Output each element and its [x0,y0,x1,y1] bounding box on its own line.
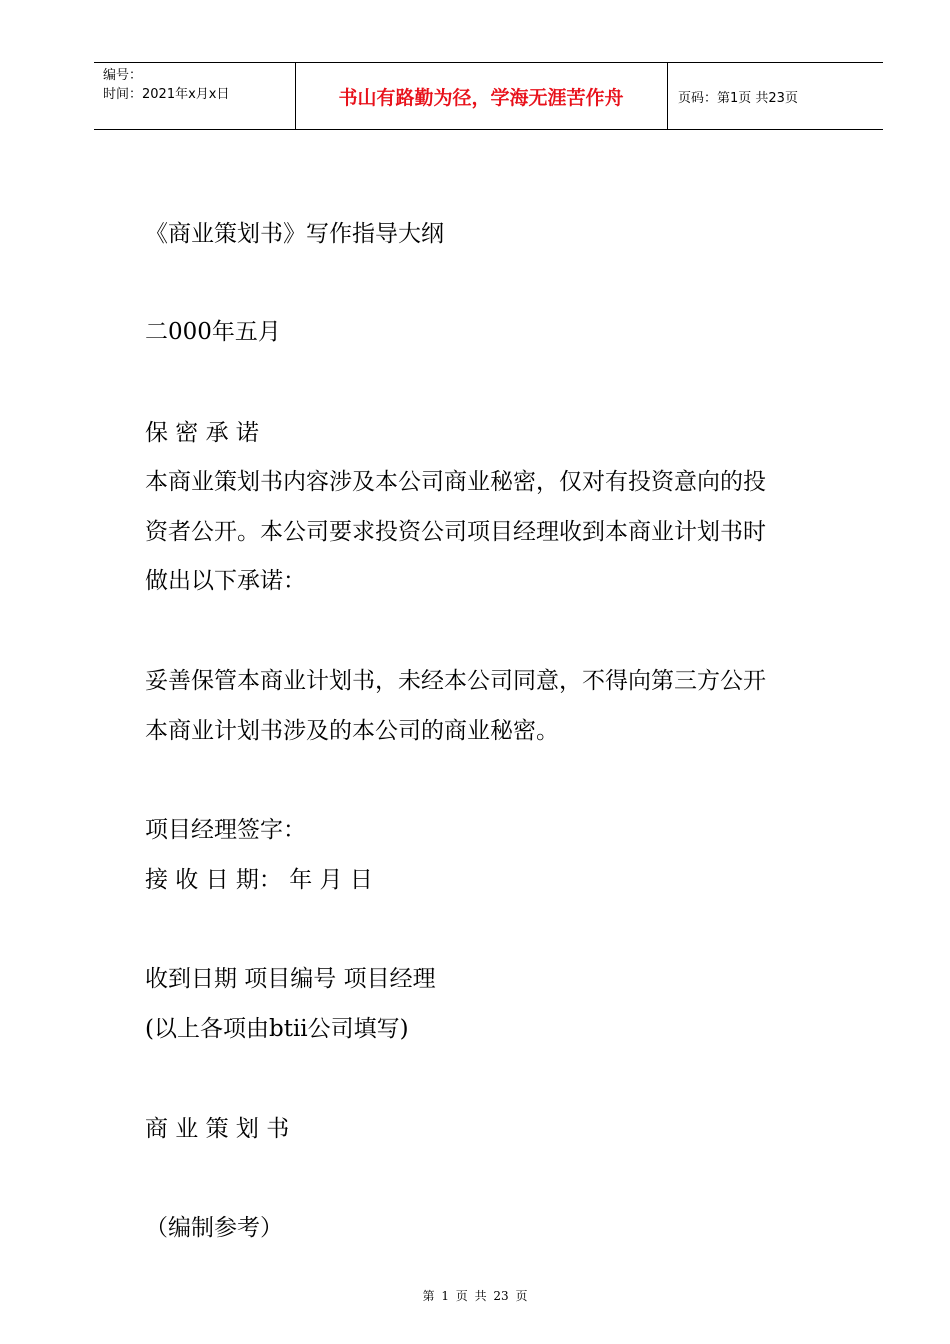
fields-row: 收到日期 项目编号 项目经理 [145,966,436,992]
header-divider [667,62,668,130]
signature-label: 项目经理签字： [145,817,306,843]
reference-note: （编制参考） [145,1215,283,1241]
paragraph-line: 本商业策划书内容涉及本公司商业秘密，仅对有投资意向的投 [145,469,766,495]
paragraph-line: 妥善保管本商业计划书，未经本公司同意，不得向第三方公开 [145,668,766,694]
header-meta [103,66,229,104]
document-title: 《商业策划书》写作指导大纲 [145,221,444,247]
paragraph-line: 本商业计划书涉及的本公司的商业秘密。 [145,718,559,744]
page-footer: 第 1 页 共 23 页 [422,1289,528,1303]
paragraph-line: 做出以下承诺： [145,568,306,594]
fill-note: (以上各项由btii公司填写) [145,1016,409,1042]
paragraph-line: 资者公开。本公司要求投资公司项目经理收到本商业计划书时 [145,519,766,545]
confidential-heading: 保 密 承 诺 [145,420,259,446]
receive-date-label: 接 收 日 期： 年 月 日 [145,867,373,893]
header-time: 时间：2021年x月x日 [103,87,230,102]
header-number: 编号： [103,68,143,83]
header-motto: 书山有路勤为径，学海无涯苦作舟 [338,86,624,109]
header-page-info: 页码：第1页 共23页 [678,90,798,106]
document-date: 二000年五月 [145,319,281,345]
doc-heading: 商 业 策 划 书 [145,1116,290,1142]
